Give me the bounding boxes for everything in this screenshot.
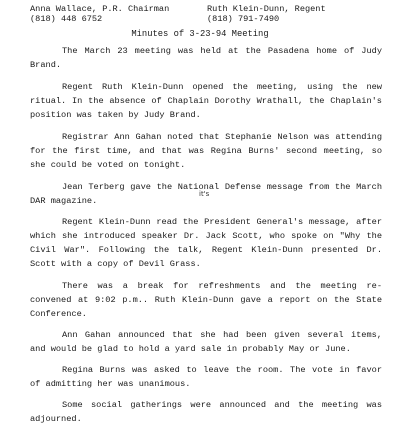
handwritten-insertion-mark: it's bbox=[199, 190, 210, 198]
minutes-body bbox=[30, 44, 382, 433]
paragraph: There was a break for refreshments and the meeting re-convened at 9:02 p.m.. Ruth Klein-Dunn gave a report on the State Conference. bbox=[30, 281, 382, 319]
regent-phone: (818) 791-7490 bbox=[207, 14, 280, 24]
chairman-contact bbox=[30, 4, 169, 24]
paragraph: Jean Terberg gave the National Defense message from the March DAR magazine. bbox=[30, 182, 382, 206]
paragraph: Registrar Ann Gahan noted that Stephanie Nelson was attending for the first time, and that was Regina Burns' second meeting, so she could be voted on tonight. bbox=[30, 132, 382, 170]
minutes-title: Minutes of 3-23-94 Meeting bbox=[131, 29, 269, 39]
chairman-name: Anna Wallace, P.R. Chairman bbox=[30, 4, 170, 14]
regent-name: Ruth Klein-Dunn, Regent bbox=[207, 4, 326, 14]
paragraph: Regent Klein-Dunn read the President General's message, after which she introduced speaker Dr. Jack Scott, who spoke on "Why the Civil War". Following the talk, Regent Klein-Dunn presented Dr. Scott with a copy of Devil Grass. bbox=[30, 217, 382, 269]
paragraph: Regina Burns was asked to leave the room. The vote in favor of admitting her was unanimous. bbox=[30, 365, 382, 389]
paragraph: Ann Gahan announced that she had been given several items, and would be glad to hold a yard sale in probably May or June. bbox=[30, 330, 382, 354]
chairman-phone: (818) 448 6752 bbox=[30, 14, 103, 24]
paragraph: The March 23 meeting was held at the Pasadena home of Judy Brand. bbox=[30, 46, 382, 70]
paragraph: Some social gatherings were announced and the meeting was adjourned. bbox=[30, 400, 382, 424]
paragraph: Regent Ruth Klein-Dunn opened the meeting, using the new ritual. In the absence of Chaplain Dorothy Wrathall, the Chaplain's position was taken by Judy Brand. bbox=[30, 82, 382, 120]
regent-contact bbox=[207, 4, 326, 24]
